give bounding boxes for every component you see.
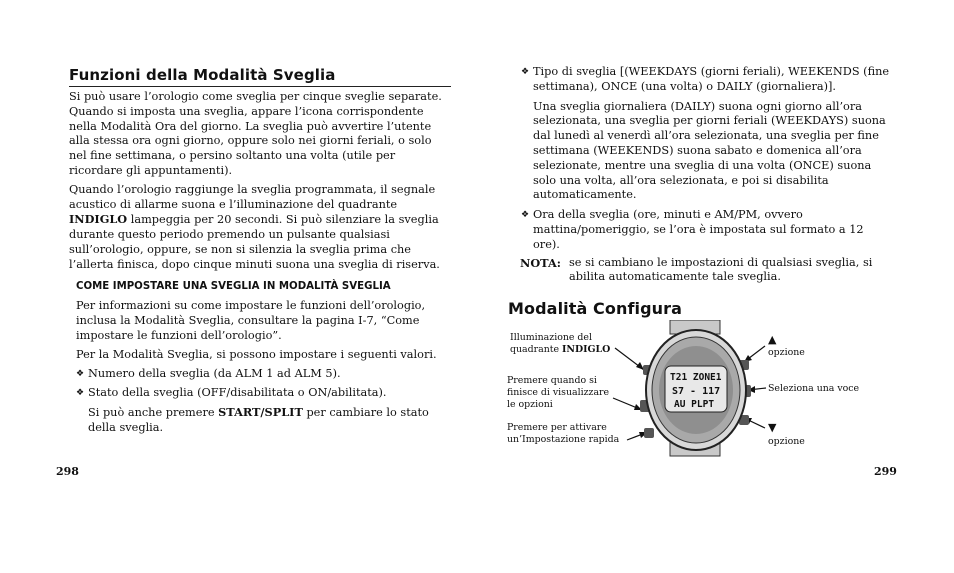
paragraph-intro: Si può usare l’orologio come sveglia per cinque sveglie separate. Quando si imposta una sveglia, appare l’icona corrispondente nella Modalità Ora del giorno. La sveglia può avvertire l’utente alla stessa ora ogni giorno, oppure solo nei giorni feriali, o solo nel fine settimana, o persino soltanto una volta (utile per ricordare gli appuntamenti).	[69, 90, 442, 177]
section-title-config: Modalità Configura	[508, 299, 683, 318]
bullet-icon: ❖	[521, 67, 530, 77]
display-line-1: T21 ZONE1	[670, 372, 722, 383]
paragraph-values: Per la Modalità Sveglia, si possono impostare i seguenti valori.	[76, 347, 437, 361]
caption-select: Seleziona una voce	[768, 383, 860, 394]
bullet-alarm-number: ❖ Numero della sveglia (da ALM 1 ad ALM 5).	[76, 366, 341, 380]
up-arrow-icon: ▲	[768, 333, 777, 346]
paragraph-reference: Per informazioni su come impostare le funzioni dell’orologio, inclusa la Modalità Sveglia, consultare la pagina I-7, “Come impostare le funzioni dell’orologio”.	[76, 299, 426, 342]
pointer-arrowhead	[636, 362, 644, 370]
bullet-icon: ❖	[76, 368, 85, 379]
section-title-alarm: Funzioni della Modalità Sveglia	[69, 66, 336, 84]
display-line-3: AU PLPT	[674, 399, 715, 410]
display-line-2: S7 - 117	[672, 386, 721, 397]
watch-illustration	[600, 320, 775, 460]
bullet-alarm-type: ❖ Tipo di sveglia [(WEEKDAYS (giorni feriali), WEEKENDS (fine settimana), ONCE (una volta) o DAILY (giornaliera)].	[521, 65, 890, 93]
caption-option-up: opzione	[768, 347, 805, 358]
right-body	[508, 65, 894, 285]
caption-quick-set: Premere per attivare un’Impostazione rapida	[507, 422, 620, 445]
left-body	[69, 90, 451, 436]
caption-indiglo: Illuminazione del quadrante INDIGLO	[510, 332, 611, 355]
subheading-how-to: COME IMPOSTARE UNA SVEGLIA IN MODALITÀ SVEGLIA	[76, 280, 391, 292]
bullet-alarm-status: ❖ Stato della sveglia (OFF/disabilitata o ON/abilitata).	[76, 386, 387, 400]
button-start-split	[644, 428, 654, 438]
note-label: NOTA:	[520, 255, 561, 270]
page-number-right: 299	[874, 465, 897, 478]
bullet-icon: ❖	[76, 388, 85, 399]
note-text: se si cambiano le impostazioni di qualsiasi sveglia, si abilita automaticamente tale sveglia.	[569, 255, 873, 284]
caption-exit: Premere quando si finisce di visualizzare le opzioni	[507, 375, 610, 410]
caption-option-down: opzione	[768, 436, 805, 447]
note-block	[508, 256, 894, 286]
left-heading-block	[69, 66, 451, 87]
paragraph-alarm-types: Una sveglia giornaliera (DAILY) suona ogni giorno all’ora selezionata, una sveglia per giorni feriali (WEEKDAYS) suona dal lunedì al venerdì all’ora selezionata, una sveglia per fine settimana (WEEKENDS) suona sabato e domenica all’ora selezionate, mentre una sveglia di una volta (ONCE) suona solo una volta, all’ora selezionata, e poi si disabilita automaticamente.	[533, 99, 886, 202]
paragraph-start-split: Si può anche premere START/SPLIT per cambiare lo stato della sveglia.	[88, 405, 429, 434]
bullet-alarm-time: ❖ Ora della sveglia (ore, minuti e AM/PM, ovvero mattina/pomeriggio, se l’ora è impostata sul formato a 12 ore).	[521, 208, 864, 251]
down-arrow-icon: ▼	[768, 421, 777, 434]
page-number-left: 298	[56, 465, 79, 478]
how-to-block	[69, 280, 451, 436]
paragraph-indiglo: Quando l’orologio raggiunge la sveglia programmata, il segnale acustico di allarme suona e l’illuminazione del quadrante INDIGLO lampeggia per 20 secondi. Si può silenziare la sveglia durante questo periodo premendo un pulsante qualsiasi sull’orologio, oppure, se non si silenzia la sveglia prima che l’allerta finisca, dopo cinque minuti suona una sveglia di riserva.	[69, 182, 440, 271]
bullet-icon: ❖	[521, 210, 530, 221]
